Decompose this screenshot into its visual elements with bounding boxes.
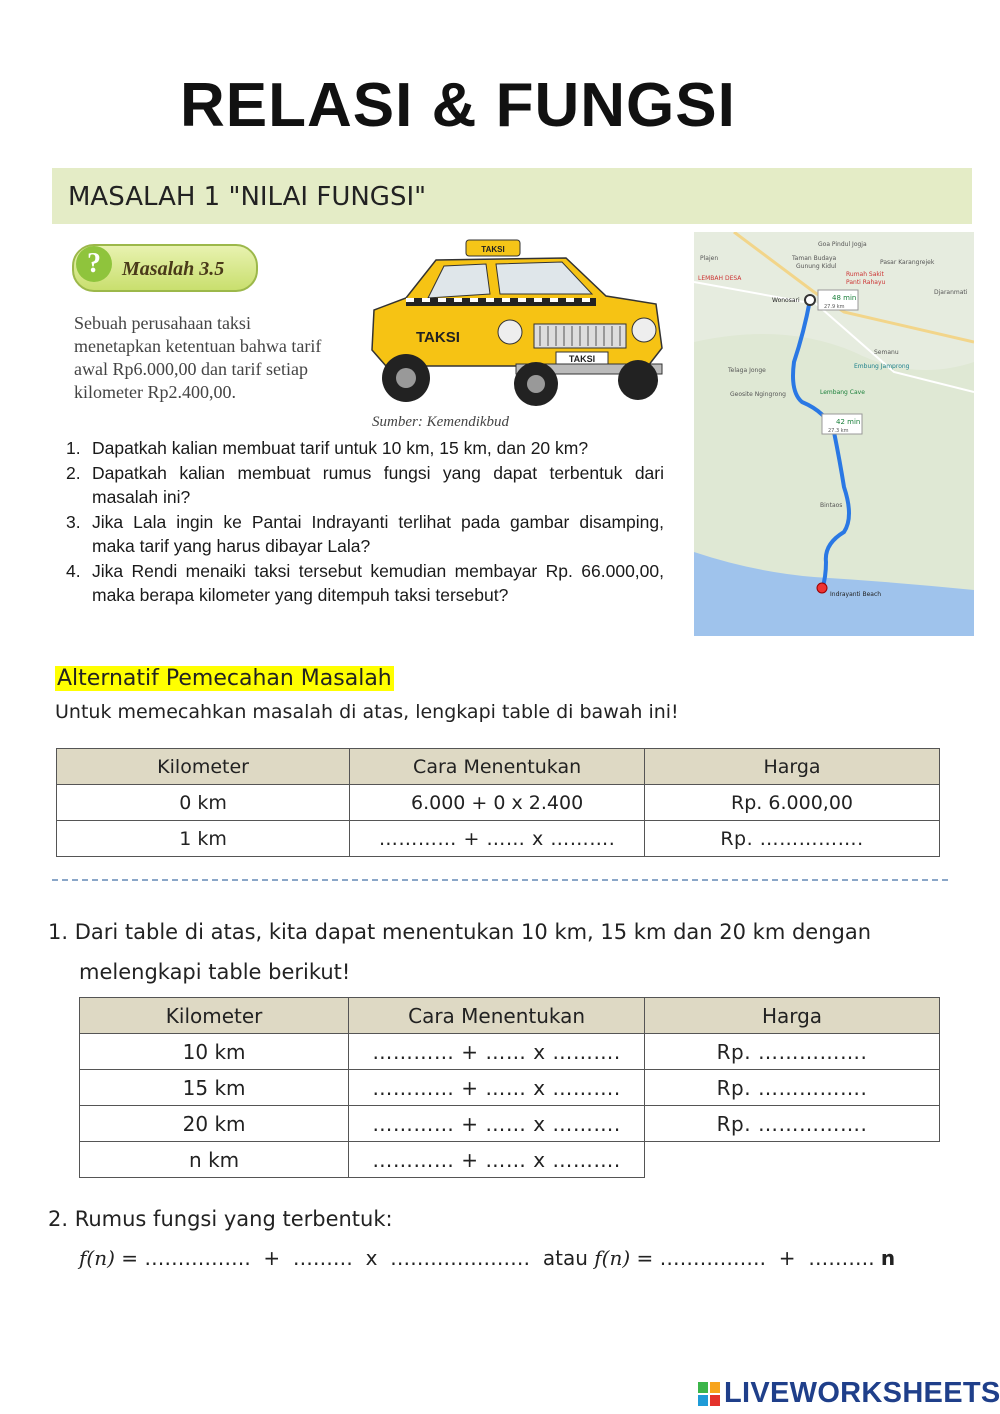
table-cell: Rp. 6.000,00 [645, 785, 940, 821]
empty-cell [645, 1142, 940, 1178]
table-header: Kilometer [57, 749, 350, 785]
route-distance-1: 27.9 km [824, 304, 845, 310]
table-header: Kilometer [80, 998, 349, 1034]
map-label: Rumah Sakit [846, 271, 884, 278]
answer-blank[interactable]: Rp. ……………. [645, 821, 940, 857]
problem-statement [74, 312, 364, 404]
table-cell: n km [80, 1142, 349, 1178]
function-formula[interactable] [79, 1246, 895, 1270]
brand-logo[interactable]: LIVEWORKSHEETS [724, 1377, 1000, 1409]
table-row [80, 1070, 940, 1106]
alternatives-heading: Alternatif Pemecahan Masalah [57, 666, 392, 691]
table-header: Harga [645, 749, 940, 785]
taxi-door-label: TAKSI [416, 329, 460, 346]
map-label: Gunung Kidul [796, 263, 837, 270]
map-label: Bintaos [820, 502, 843, 509]
section2-label: 2. Rumus fungsi yang terbentuk: [48, 1207, 393, 1231]
answer-blank[interactable]: ………… + …… x ………. [349, 1142, 645, 1178]
map-label: Wonosari [772, 297, 800, 304]
answer-blank[interactable]: Rp. ……………. [645, 1034, 940, 1070]
taxi-illustration [366, 238, 666, 410]
answer-blank[interactable]: Rp. ……………. [645, 1106, 940, 1142]
section-divider [52, 879, 948, 881]
map-label: Embung Jamprong [854, 363, 910, 370]
taxi-roof-sign: TAKSI [481, 245, 505, 254]
table-row [80, 1106, 940, 1142]
map-label: Goa Pindul Jogja [818, 241, 867, 248]
table-header: Cara Menentukan [349, 998, 645, 1034]
question-item: 1. Dapatkah kalian membuat tarif untuk 10 km, 15 km, dan 20 km? [66, 438, 589, 458]
problem-line: awal Rp6.000,00 dan tarif setiap [74, 359, 308, 379]
map-label: Geosite Ngingrong [730, 391, 786, 398]
formula-blanks[interactable]: = ……………. + ……… x ………………… atau [114, 1246, 595, 1270]
table-cell: 1 km [57, 821, 350, 857]
answer-blank[interactable]: ………… + …… x ………. [349, 1034, 645, 1070]
route-time-1: 48 min [832, 294, 857, 302]
table-row [80, 1034, 940, 1070]
map-label: LEMBAH DESA [698, 275, 742, 282]
problem-line: kilometer Rp2.400,00. [74, 382, 236, 402]
table-header: Harga [645, 998, 940, 1034]
table-cell: 6.000 + 0 x 2.400 [350, 785, 645, 821]
taxi-plate: TAKSI [568, 354, 596, 364]
route-map [694, 232, 974, 636]
map-label: Pasar Karangrejek [880, 259, 935, 266]
tariff-table-extended [79, 997, 940, 1178]
table-row [80, 1142, 940, 1178]
tariff-table-basic [56, 748, 940, 857]
table-cell: 20 km [80, 1106, 349, 1142]
table-cell: 0 km [57, 785, 350, 821]
map-label: Semanu [874, 349, 899, 356]
route-time-2: 42 min [836, 418, 861, 426]
route-distance-2: 27.3 km [828, 428, 849, 434]
formula-blanks[interactable]: = ……………. + ………. [630, 1246, 881, 1270]
page-title: RELASI & FUNGSI [180, 71, 736, 140]
question-item: 3. Jika Lala ingin ke Pantai Indrayanti terlihat pada gambar disamping, maka tarif yang harus dibayar Lala? [66, 511, 664, 556]
map-label: Taman Budaya [792, 255, 837, 262]
table-cell: 10 km [80, 1034, 349, 1070]
banner-title: MASALAH 1 "NILAI FUNGSI" [68, 182, 427, 212]
problem-line: Sebuah perusahaan taksi [74, 313, 251, 333]
question-mark-icon: ? [76, 246, 112, 282]
answer-blank[interactable]: ………… + …… x ………. [349, 1106, 645, 1142]
map-label: Lembang Cave [820, 389, 865, 396]
function-notation: f(n) [79, 1246, 115, 1270]
table-row [57, 821, 940, 857]
table-cell: 15 km [80, 1070, 349, 1106]
map-label: Telaga Jonge [728, 367, 766, 374]
table-header-row [80, 998, 940, 1034]
question-list [66, 436, 664, 608]
map-label: Indrayanti Beach [830, 591, 882, 598]
problem-line: menetapkan ketentuan bahwa tarif [74, 336, 322, 356]
map-label: Plajen [700, 255, 719, 262]
image-source: Sumber: Kemendikbud [372, 414, 510, 428]
question-item: 4. Jika Rendi menaiki taksi tersebut kemudian membayar Rp. 66.000,00, maka berapa kilometer yang ditempuh taksi tersebut? [66, 560, 664, 605]
problem-badge-label: Masalah 3.5 [122, 258, 225, 280]
answer-blank[interactable]: ………… + …… x ………. [350, 821, 645, 857]
variable-n: n [880, 1246, 896, 1270]
map-label: Panti Rahayu [846, 279, 886, 286]
table-header-row [57, 749, 940, 785]
table-header: Cara Menentukan [350, 749, 645, 785]
map-label: Djaranmati [934, 289, 968, 296]
answer-blank[interactable]: ………… + …… x ………. [349, 1070, 645, 1106]
alternatives-instruction: Untuk memecahkan masalah di atas, lengkapi table di bawah ini! [55, 701, 679, 723]
table-row [57, 785, 940, 821]
answer-blank[interactable]: Rp. ……………. [645, 1070, 940, 1106]
liveworksheets-logo-icon [698, 1382, 720, 1406]
section1-text: 1. Dari table di atas, kita dapat menentukan 10 km, 15 km dan 20 km dengan [48, 920, 872, 944]
question-item: 2. Dapatkah kalian membuat rumus fungsi yang dapat terbentuk dari masalah ini? [66, 462, 664, 507]
section1-text: melengkapi table berikut! [79, 960, 351, 984]
function-notation: f(n) [594, 1246, 631, 1270]
